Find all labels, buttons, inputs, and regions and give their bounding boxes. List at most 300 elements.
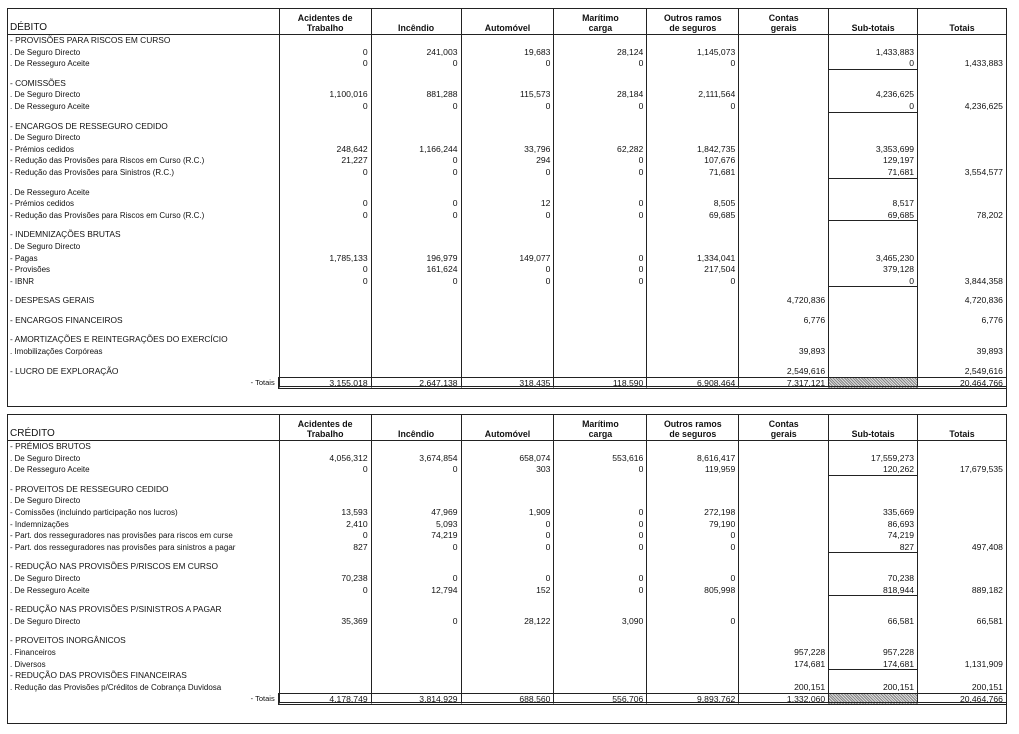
empty-cell [8,221,279,229]
value-cell: 0 [553,276,646,288]
table-row [8,453,1006,465]
empty-cell [828,627,917,635]
value-cell: 118,590 [553,377,646,389]
value-cell: 4,720,836 [917,295,1006,307]
row-label: . De Seguro Directo [10,241,81,251]
value-cell [553,441,646,453]
value-cell [917,264,1006,276]
empty-cell [371,326,461,334]
value-cell: 497,408 [917,542,1006,554]
value-cell [371,295,461,307]
empty-cell [828,553,917,561]
value-cell: 827 [279,542,371,554]
spacer-row [8,326,1006,334]
empty-cell [8,287,279,295]
empty-cell [828,596,917,604]
empty-cell [371,113,461,121]
empty-cell [917,221,1006,229]
value-cell [553,241,646,253]
value-cell [646,346,738,358]
value-cell [461,35,554,47]
empty-cell [553,70,646,78]
empty-cell [553,287,646,295]
row-label: . De Resseguro Aceite [10,465,90,475]
row-label: - ENCARGOS FINANCEIROS [10,314,123,325]
row-label: - DESPESAS GERAIS [10,295,95,306]
empty-cell [8,326,279,334]
empty-cell [828,179,917,187]
table-row [8,464,1006,476]
value-cell: 335,669 [828,507,917,519]
value-cell [828,315,917,327]
value-cell: 39,893 [917,346,1006,358]
table-row [8,484,1006,496]
column-header: Contas gerais [738,415,828,440]
value-cell: 200,151 [738,682,828,694]
empty-cell [371,179,461,187]
value-cell [738,334,828,346]
empty-cell [917,358,1006,366]
value-cell: 0 [371,167,461,179]
value-cell [646,187,738,199]
value-cell [828,241,917,253]
row-label: - INDEMNIZAÇÕES BRUTAS [10,229,121,240]
value-cell [279,484,371,496]
value-cell: 3,554,577 [917,167,1006,179]
value-cell [738,121,828,133]
value-cell [738,542,828,554]
empty-cell [646,179,738,187]
empty-cell [917,596,1006,604]
value-cell [371,682,461,694]
row-label: - LUCRO DE EXPLORAÇÃO [10,365,119,376]
value-cell: 1,433,883 [828,47,917,59]
value-cell: 17,559,273 [828,453,917,465]
value-cell: 0 [646,530,738,542]
value-cell: 0 [553,210,646,222]
value-cell [279,441,371,453]
value-cell [917,35,1006,47]
value-cell: 0 [279,276,371,288]
value-cell: 272,198 [646,507,738,519]
value-cell [917,484,1006,496]
value-cell [917,453,1006,465]
table-row [8,47,1006,59]
value-cell: 658,074 [461,453,554,465]
empty-cell [646,307,738,315]
value-cell: 379,128 [828,264,917,276]
value-cell: 3,155,018 [279,377,371,389]
table-row [8,78,1006,90]
empty-cell [279,476,371,484]
empty-cell [461,113,554,121]
value-cell: 4,178,749 [279,693,371,705]
value-cell [828,495,917,507]
value-cell [461,659,554,671]
value-cell: 0 [461,519,554,531]
table-row [8,670,1006,682]
empty-cell [646,596,738,604]
value-cell [738,507,828,519]
empty-cell [828,358,917,366]
value-cell: 28,124 [553,47,646,59]
value-cell: 86,693 [828,519,917,531]
value-cell [646,315,738,327]
row-label: - Part. dos resseguradores nas provisões para sinistros a pagar [10,542,236,552]
value-cell: 3,090 [553,616,646,628]
value-cell: 200,151 [917,682,1006,694]
empty-cell [371,476,461,484]
value-cell: 152 [461,585,554,597]
value-cell [371,366,461,378]
value-cell: 0 [279,585,371,597]
value-cell [738,198,828,210]
value-cell: 4,236,625 [917,101,1006,113]
empty-cell [279,326,371,334]
value-cell: 0 [553,155,646,167]
value-cell [646,659,738,671]
row-label: - REDUÇÃO DAS PROVISÕES FINANCEIRAS [10,670,187,681]
empty-cell [646,70,738,78]
table-row [8,585,1006,597]
value-cell: 78,202 [917,210,1006,222]
value-cell [917,121,1006,133]
value-cell: 149,077 [461,253,554,265]
value-cell [917,519,1006,531]
column-header: Marítimo carga [553,9,646,34]
value-cell [461,241,554,253]
value-cell: 0 [646,58,738,70]
value-cell [828,295,917,307]
table-row [8,616,1006,628]
value-cell [917,647,1006,659]
value-cell: 2,549,616 [738,366,828,378]
value-cell: 0 [461,167,554,179]
value-cell [371,241,461,253]
value-cell [553,78,646,90]
row-label: - ENCARGOS DE RESSEGURO CEDIDO [10,120,168,131]
value-cell: 69,685 [828,210,917,222]
value-cell: 47,969 [371,507,461,519]
value-cell: 881,288 [371,89,461,101]
value-cell [917,604,1006,616]
value-cell: 1,332,060 [738,693,828,705]
value-cell: 0 [646,542,738,554]
spacer-row [8,70,1006,78]
row-label: . Financeiros [10,647,56,657]
value-cell: 1,842,735 [646,144,738,156]
empty-cell [553,179,646,187]
value-cell: 2,647,138 [371,377,461,389]
value-cell [646,334,738,346]
spacer-row [8,287,1006,295]
value-cell: 3,814,929 [371,693,461,705]
row-label: . De Resseguro Aceite [10,101,90,111]
value-cell: 303 [461,464,554,476]
value-cell [917,198,1006,210]
table-row [8,495,1006,507]
column-header: Totais [917,415,1006,440]
row-label: - Indemnizações [10,519,69,529]
empty-cell [553,307,646,315]
row-label: - Part. dos resseguradores nas provisões para riscos em curse [10,531,233,541]
row-label: - PRÉMIOS BRUTOS [10,441,91,451]
value-cell: 3,844,358 [917,276,1006,288]
empty-cell [371,596,461,604]
value-cell [738,616,828,628]
value-cell: 19,683 [461,47,554,59]
value-cell [461,132,554,144]
value-cell: 0 [371,58,461,70]
value-cell [553,682,646,694]
empty-cell [646,326,738,334]
row-label: - COMISSÕES [10,77,66,88]
value-cell: 0 [461,264,554,276]
empty-cell [8,358,279,366]
row-label: . De Resseguro Aceite [10,59,90,69]
value-cell: 6,776 [917,315,1006,327]
value-cell [738,464,828,476]
value-cell: 1,100,016 [279,89,371,101]
empty-cell [828,326,917,334]
column-header: Acidentes de Trabalho [279,9,371,34]
value-cell [646,121,738,133]
empty-cell [828,70,917,78]
value-cell: 0 [461,542,554,554]
row-label: . De Resseguro Aceite [10,585,90,595]
value-cell [461,78,554,90]
row-label: . De Seguro Directo [10,496,81,506]
value-cell: 0 [279,47,371,59]
value-cell [461,670,554,682]
value-cell [738,441,828,453]
value-cell [646,561,738,573]
value-cell: 889,182 [917,585,1006,597]
row-label: - Pagas [10,253,38,263]
row-label: - Comissões (incluindo participação nos lucros) [10,507,178,517]
row-label: - IBNR [10,276,34,286]
value-cell: 0 [553,58,646,70]
value-cell [828,121,917,133]
value-cell [738,241,828,253]
value-cell [646,682,738,694]
table-row [8,101,1006,113]
value-cell: 3,353,699 [828,144,917,156]
value-cell [828,441,917,453]
empty-cell [461,287,554,295]
column-header: Automóvel [461,415,554,440]
value-cell: 0 [461,530,554,542]
row-label: - PROVISÕES PARA RISCOS EM CURSO [10,35,171,45]
value-cell: 66,581 [917,616,1006,628]
empty-cell [371,221,461,229]
value-cell [738,264,828,276]
value-cell [461,604,554,616]
value-cell [553,635,646,647]
empty-cell [553,627,646,635]
value-cell [646,366,738,378]
empty-cell [738,326,828,334]
empty-cell [8,70,279,78]
table-row [8,659,1006,671]
empty-cell [828,476,917,484]
value-cell [828,78,917,90]
value-cell [917,89,1006,101]
value-cell [646,78,738,90]
value-cell [553,35,646,47]
empty-cell [646,553,738,561]
value-cell [917,187,1006,199]
value-cell [279,670,371,682]
value-cell: 1,131,909 [917,659,1006,671]
empty-cell [279,287,371,295]
row-label: . Redução das Provisões p/Créditos de Cobrança Duvidosa [10,682,222,692]
column-header: Totais [917,9,1006,34]
value-cell [553,334,646,346]
row-label: - Redução das Provisões para Riscos em Curso (R.C.) [10,156,205,166]
value-cell: 0 [646,101,738,113]
value-cell [646,647,738,659]
value-cell: 0 [553,519,646,531]
value-cell: 0 [371,210,461,222]
value-cell [279,366,371,378]
value-cell: 161,624 [371,264,461,276]
value-cell [917,635,1006,647]
value-cell [738,585,828,597]
value-cell: 0 [461,58,554,70]
value-cell: 12 [461,198,554,210]
row-label: - Totais [8,377,279,389]
debit-table [7,8,1007,407]
empty-cell [917,70,1006,78]
value-cell [917,573,1006,585]
value-cell: 0 [553,507,646,519]
empty-cell [828,113,917,121]
empty-cell [279,627,371,635]
table-row [8,167,1006,179]
empty-cell [8,553,279,561]
value-cell [646,132,738,144]
table-row [8,530,1006,542]
empty-cell [738,179,828,187]
empty-cell [828,287,917,295]
value-cell [738,635,828,647]
section-title: DÉBITO [10,22,48,33]
value-cell: 35,369 [279,616,371,628]
table-row [8,35,1006,47]
value-cell: 33,796 [461,144,554,156]
value-cell: 107,676 [646,155,738,167]
value-cell: 69,685 [646,210,738,222]
table-footer-space [8,389,1006,399]
row-label: - Provisões [10,265,51,275]
empty-cell [279,221,371,229]
value-cell [738,187,828,199]
value-cell: 0 [279,198,371,210]
value-cell [828,229,917,241]
table-row [8,519,1006,531]
empty-cell [646,358,738,366]
empty-cell [279,553,371,561]
value-cell: 28,122 [461,616,554,628]
value-cell: 0 [553,530,646,542]
value-cell [279,315,371,327]
value-cell: 827 [828,542,917,554]
value-cell: 0 [553,167,646,179]
empty-cell [738,221,828,229]
value-cell [279,78,371,90]
table-row [8,58,1006,70]
row-label: - Prémios cedidos [10,144,75,154]
value-cell [279,187,371,199]
value-cell [828,346,917,358]
empty-cell [461,307,554,315]
empty-cell [828,307,917,315]
value-cell: 0 [371,542,461,554]
value-cell: 957,228 [738,647,828,659]
value-cell [917,530,1006,542]
value-cell: 174,681 [828,659,917,671]
empty-cell [553,113,646,121]
row-label: . De Seguro Directo [10,453,81,463]
value-cell: 0 [553,464,646,476]
spacer-row [8,476,1006,484]
row-label: - PROVEITOS DE RESSEGURO CEDIDO [10,483,169,494]
value-cell: 70,238 [279,573,371,585]
value-cell: 74,219 [371,530,461,542]
empty-cell [461,553,554,561]
empty-cell [738,358,828,366]
value-cell [917,47,1006,59]
value-cell [646,635,738,647]
empty-cell [553,553,646,561]
value-cell: 2,111,564 [646,89,738,101]
value-cell: 129,197 [828,155,917,167]
column-header: Acidentes de Trabalho [279,415,371,440]
value-cell [738,604,828,616]
value-cell: 4,720,836 [738,295,828,307]
value-cell: 0 [371,464,461,476]
value-cell: 0 [553,542,646,554]
value-cell: 8,505 [646,198,738,210]
value-cell [461,121,554,133]
value-cell [371,647,461,659]
value-cell [553,561,646,573]
empty-cell [279,596,371,604]
value-cell [553,604,646,616]
row-label: . De Seguro Directo [10,573,81,583]
value-cell [461,635,554,647]
value-cell: 0 [461,573,554,585]
empty-cell [279,113,371,121]
value-cell: 4,236,625 [828,89,917,101]
value-cell [461,334,554,346]
value-cell: 71,681 [646,167,738,179]
value-cell [917,253,1006,265]
value-cell [828,187,917,199]
spacer-row [8,179,1006,187]
spacer-row [8,307,1006,315]
value-cell [279,682,371,694]
value-cell: 0 [371,276,461,288]
value-cell [828,604,917,616]
value-cell: 0 [553,198,646,210]
value-cell [917,561,1006,573]
value-cell [279,229,371,241]
table-row [8,346,1006,358]
value-cell: 0 [371,101,461,113]
empty-cell [553,358,646,366]
